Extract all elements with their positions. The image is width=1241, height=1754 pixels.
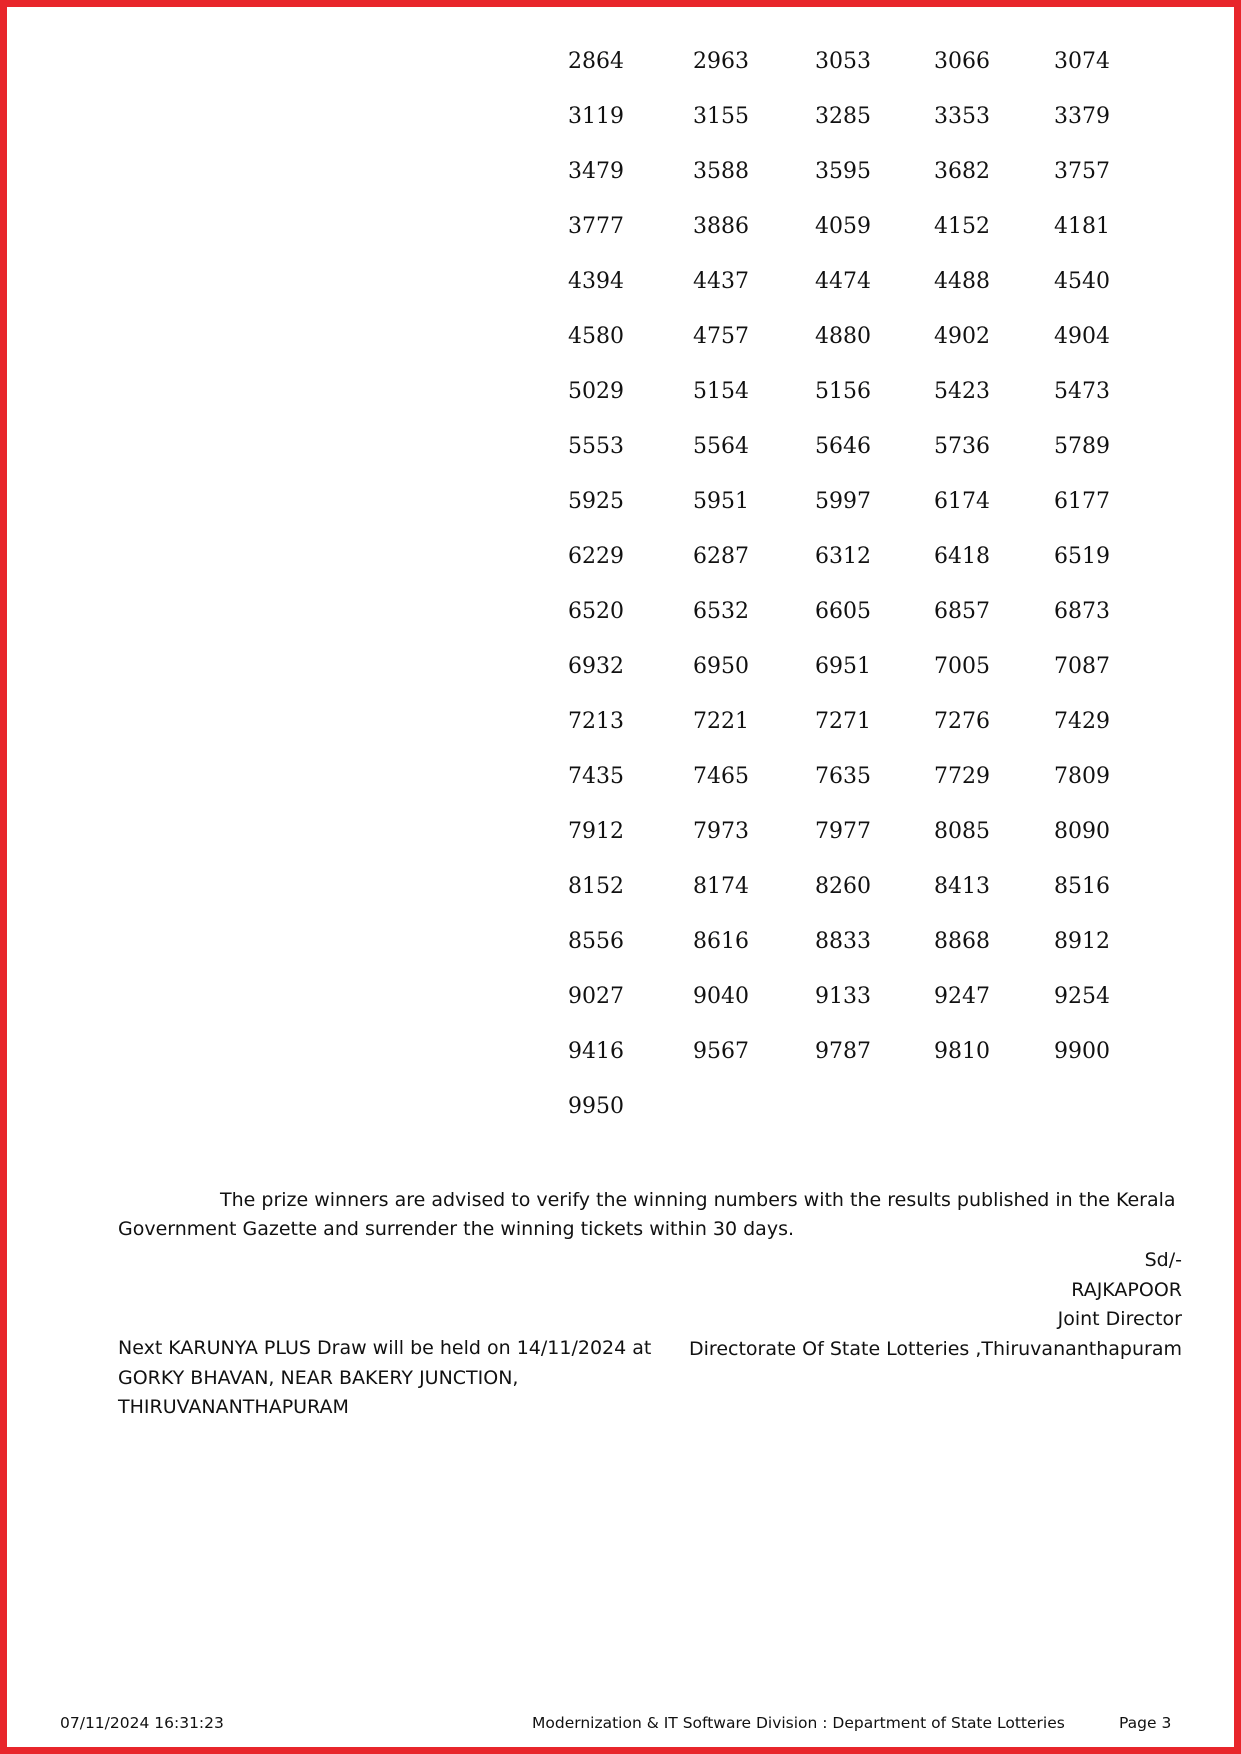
winning-number: 8413 <box>934 874 990 899</box>
winning-number: 4580 <box>568 324 624 349</box>
winning-number: 5646 <box>815 434 871 459</box>
winning-number: 6174 <box>934 489 990 514</box>
winning-number: 6177 <box>1054 489 1110 514</box>
winning-number: 8556 <box>568 929 624 954</box>
winning-number: 6951 <box>815 654 871 679</box>
footer-timestamp: 07/11/2024 16:31:23 <box>60 1714 224 1732</box>
winning-number: 9254 <box>1054 984 1110 1009</box>
winning-number: 9133 <box>815 984 871 1009</box>
next-draw-info <box>118 1334 678 1423</box>
winning-number: 8516 <box>1054 874 1110 899</box>
winning-number: 6873 <box>1054 599 1110 624</box>
winning-number: 8174 <box>693 874 749 899</box>
next-draw-venue: GORKY BHAVAN, NEAR BAKERY JUNCTION, <box>118 1366 519 1389</box>
winning-number: 2963 <box>693 49 749 74</box>
winning-number: 3479 <box>568 159 624 184</box>
winning-number: 7221 <box>693 709 749 734</box>
next-draw-city: THIRUVANANTHAPURAM <box>118 1396 349 1418</box>
winning-number: 6950 <box>693 654 749 679</box>
winning-number: 9810 <box>934 1039 990 1064</box>
winning-number: 5156 <box>815 379 871 404</box>
winning-number: 7087 <box>1054 654 1110 679</box>
next-draw-line: Next KARUNYA PLUS Draw will be held on 14/11/2024 at <box>118 1337 652 1359</box>
winning-numbers-grid <box>568 42 1134 1142</box>
winning-number: 8868 <box>934 929 990 954</box>
winning-number: 9567 <box>693 1039 749 1064</box>
winning-number: 7429 <box>1054 709 1110 734</box>
winning-number: 4904 <box>1054 324 1110 349</box>
winning-number: 3379 <box>1054 104 1110 129</box>
verification-notice <box>118 1186 1180 1244</box>
winning-number: 7465 <box>693 764 749 789</box>
winning-number: 6312 <box>815 544 871 569</box>
winning-number: 9900 <box>1054 1039 1110 1064</box>
winning-number: 9416 <box>568 1039 624 1064</box>
winning-number: 5925 <box>568 489 624 514</box>
winning-number: 5473 <box>1054 379 1110 404</box>
winning-number: 3285 <box>815 104 871 129</box>
winning-number: 3353 <box>934 104 990 129</box>
winning-number: 7435 <box>568 764 624 789</box>
winning-number: 7809 <box>1054 764 1110 789</box>
winning-number: 5029 <box>568 379 624 404</box>
winning-number: 6229 <box>568 544 624 569</box>
winning-number: 5564 <box>693 434 749 459</box>
winning-number: 5423 <box>934 379 990 404</box>
winning-number: 5997 <box>815 489 871 514</box>
winning-number: 8085 <box>934 819 990 844</box>
winning-number: 3886 <box>693 214 749 239</box>
winning-number: 7973 <box>693 819 749 844</box>
winning-number: 4880 <box>815 324 871 349</box>
winning-number: 8152 <box>568 874 624 899</box>
winning-number: 5553 <box>568 434 624 459</box>
winning-number: 7271 <box>815 709 871 734</box>
winning-number: 5789 <box>1054 434 1110 459</box>
winning-number: 3066 <box>934 49 990 74</box>
winning-number: 7729 <box>934 764 990 789</box>
winning-number: 6605 <box>815 599 871 624</box>
winning-number: 6520 <box>568 599 624 624</box>
winning-number: 7635 <box>815 764 871 789</box>
winning-number: 3682 <box>934 159 990 184</box>
winning-number: 7912 <box>568 819 624 844</box>
winning-number: 4474 <box>815 269 871 294</box>
notice-text: The prize winners are advised to verify the winning numbers with the results published in the Kerala Government Gazette and surrender the winning tickets within 30 days. <box>118 1189 1176 1240</box>
signatory-name: RAJKAPOOR <box>1071 1278 1182 1301</box>
winning-number: 9787 <box>815 1039 871 1064</box>
winning-number: 5736 <box>934 434 990 459</box>
winning-number: 9247 <box>934 984 990 1009</box>
winning-number: 4394 <box>568 269 624 294</box>
footer-page-number: Page 3 <box>1119 1714 1172 1732</box>
winning-number: 8616 <box>693 929 749 954</box>
winning-number: 3053 <box>815 49 871 74</box>
winning-number: 3155 <box>693 104 749 129</box>
winning-number: 4152 <box>934 214 990 239</box>
signature-block <box>689 1246 1182 1364</box>
winning-number: 6932 <box>568 654 624 679</box>
signature-sd: Sd/- <box>1144 1249 1182 1271</box>
winning-number: 4059 <box>815 214 871 239</box>
winning-number: 8090 <box>1054 819 1110 844</box>
winning-number: 9040 <box>693 984 749 1009</box>
winning-number: 3757 <box>1054 159 1110 184</box>
winning-number: 8833 <box>815 929 871 954</box>
winning-number: 4181 <box>1054 214 1110 239</box>
winning-number: 3595 <box>815 159 871 184</box>
winning-number: 4488 <box>934 269 990 294</box>
winning-number: 4902 <box>934 324 990 349</box>
winning-number: 6418 <box>934 544 990 569</box>
winning-number: 9027 <box>568 984 624 1009</box>
winning-number: 5951 <box>693 489 749 514</box>
winning-number: 7276 <box>934 709 990 734</box>
winning-number: 4757 <box>693 324 749 349</box>
winning-number: 5154 <box>693 379 749 404</box>
signatory-designation: Joint Director <box>1057 1308 1182 1330</box>
winning-number: 3777 <box>568 214 624 239</box>
winning-number: 4437 <box>693 269 749 294</box>
signatory-office: Directorate Of State Lotteries ,Thiruvananthapuram <box>689 1337 1182 1360</box>
winning-number: 6519 <box>1054 544 1110 569</box>
winning-number: 7005 <box>934 654 990 679</box>
winning-number: 6532 <box>693 599 749 624</box>
winning-number: 2864 <box>568 49 624 74</box>
winning-number: 6857 <box>934 599 990 624</box>
winning-number: 6287 <box>693 544 749 569</box>
winning-number: 7977 <box>815 819 871 844</box>
winning-number: 3119 <box>568 104 624 129</box>
winning-number: 9950 <box>568 1094 624 1119</box>
winning-number: 4540 <box>1054 269 1110 294</box>
winning-number: 8260 <box>815 874 871 899</box>
winning-number: 7213 <box>568 709 624 734</box>
footer-division: Modernization & IT Software Division : Department of State Lotteries <box>532 1714 1065 1732</box>
winning-number: 3074 <box>1054 49 1110 74</box>
winning-number: 8912 <box>1054 929 1110 954</box>
winning-number: 3588 <box>693 159 749 184</box>
